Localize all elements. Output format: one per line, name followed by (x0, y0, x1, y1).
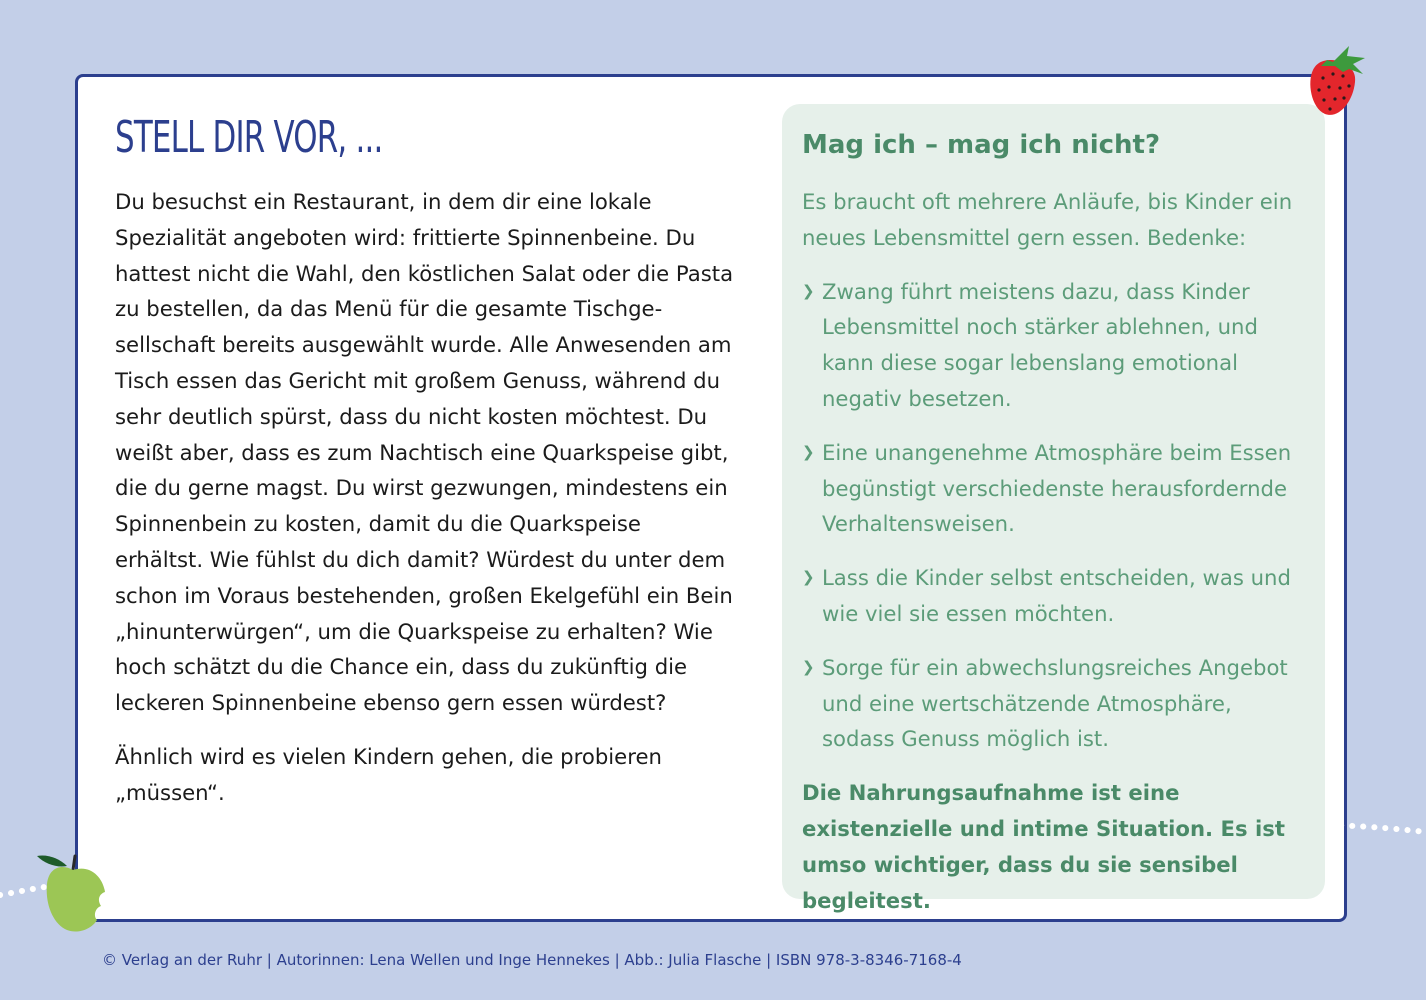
list-item (802, 274, 1307, 417)
chevron-right-icon: ❯ (802, 281, 815, 300)
tip-closing: Die Nahrungsaufnahme ist eine existenzielle und intime Situation. Es ist umso wichtiger, dass du sie sensibel begleitest. (802, 780, 1285, 913)
list-item (802, 560, 1307, 632)
apple-icon (33, 850, 113, 940)
list-item-text: Eine unangenehme Atmosphäre beim Essen begünstigt verschiedenste herausfordernde Verhaltensweisen. (822, 439, 1292, 537)
tip-title: Mag ich – mag ich nicht? (802, 130, 1161, 160)
tip-content (802, 184, 1307, 918)
story-text (115, 184, 735, 811)
chevron-right-icon: ❯ (802, 657, 815, 676)
strawberry-icon (1303, 42, 1373, 122)
tip-list (802, 274, 1307, 758)
story-paragraph: Du besuchst ein Restaurant, in dem dir eine lokale Spezialität angeboten wird: frittierte Spinnenbeine. Du hattest nicht die Wahl, den köstlichen Salat oder die Pasta zu bestellen, da das Menü für die gesamte Tischgesellschaft bereits ausgewählt wurde. Alle Anwesenden am Tisch essen das Gericht mit großem Genuss, während du sehr deutlich spürst, dass du nicht kosten möchtest. Du weißt aber, dass es zum Nachtisch eine Quarkspeise gibt, die du gerne magst. Du wirst gezwungen, mindestens ein Spinnenbein zu kosten, damit du die Quarkspeise erhältst. Wie fühlst du dich damit? Würdest du unter dem schon im Voraus bestehenden, großen Ekelgefühl ein Bein „hinunterwürgen“, um die Quarkspeise zu erhalten? Wie hoch schätzt du die Chance ein, dass du zukünftig die leckeren Spinnenbeine ebenso gern essen würdest? (115, 189, 734, 716)
footer-credits: © Verlag an der Ruhr | Autorinnen: Lena Wellen und Inge Hennekes | Abb.: Julia Flasche | ISBN 978-3-8346-7168-4 (102, 951, 962, 969)
list-item (802, 435, 1307, 542)
list-item-text: Sorge für ein abwechslungsreiches Angebot und eine wertschätzende Atmosphäre, sodass Genuss möglich ist. (822, 654, 1288, 752)
list-item-text: Lass die Kinder selbst entscheiden, was und wie viel sie essen möchten. (822, 565, 1291, 626)
list-item-text: Zwang führt meistens dazu, dass Kinder Lebensmittel noch stärker ablehnen, und kann diese sogar lebenslang emotional negativ besetzen. (822, 278, 1258, 411)
chevron-right-icon: ❯ (802, 442, 815, 461)
page-title: STELL DIR VOR, ... (115, 112, 383, 163)
list-item (802, 650, 1307, 757)
chevron-right-icon: ❯ (802, 568, 815, 587)
tip-intro: Es braucht oft mehrere Anläufe, bis Kinder ein neues Lebensmittel gern essen. Bedenke: (802, 189, 1293, 250)
story-paragraph: Ähnlich wird es vielen Kindern gehen, die probieren „müssen“. (115, 743, 662, 805)
